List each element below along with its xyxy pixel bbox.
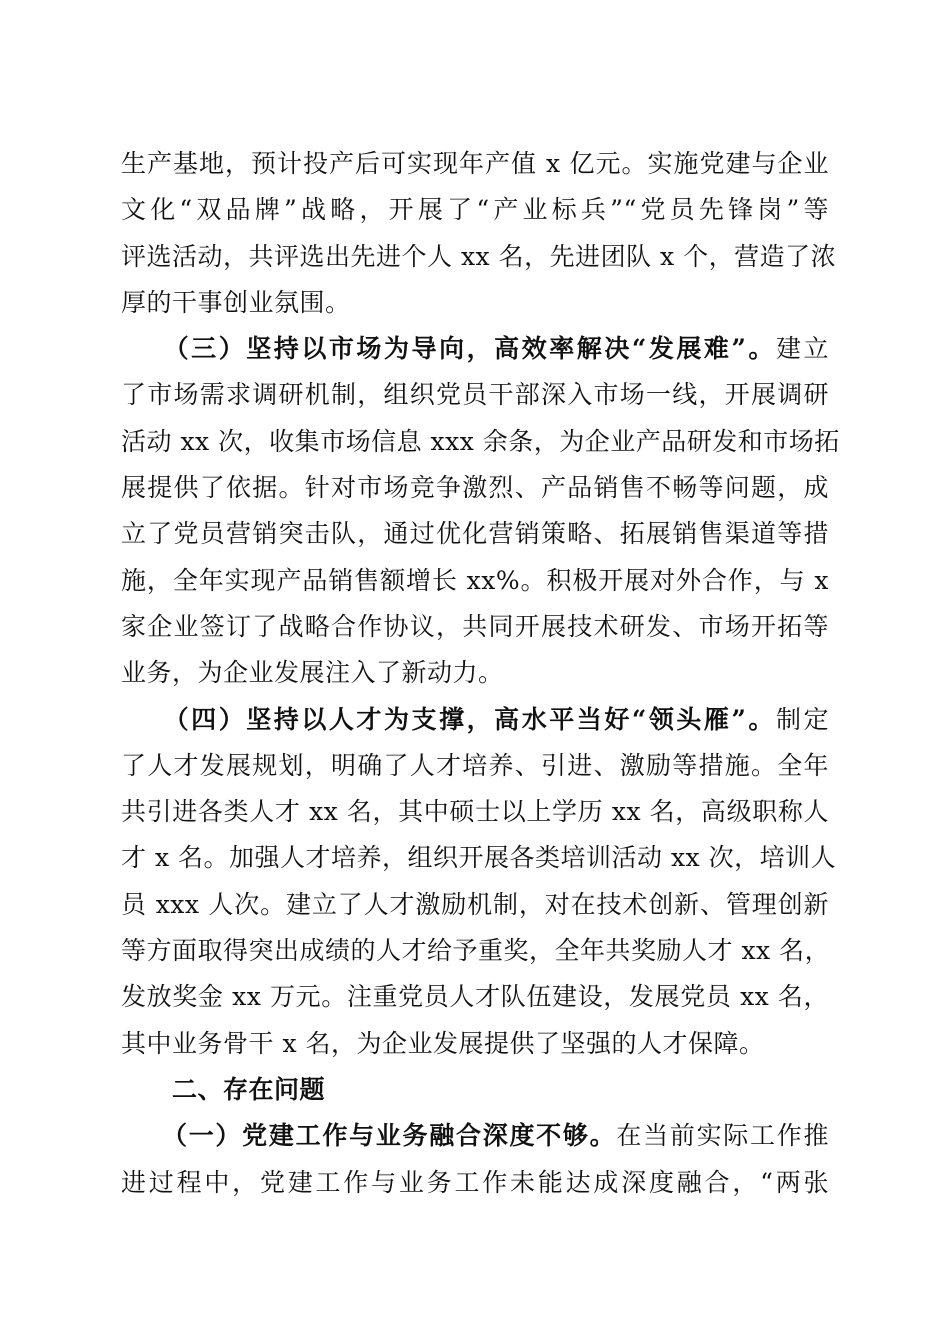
text-run: 才 x 名。加强人才培养，组织开展各类培训活动 xx 次，培训人 — [121, 843, 837, 873]
section-heading-text: 二、存在问题 — [121, 1074, 326, 1104]
text-line — [121, 419, 840, 465]
text-line — [121, 234, 837, 280]
text-line — [121, 835, 837, 881]
text-run: 员 xxx 人次。建立了人才激励机制，对在技术创新、管理创新 — [121, 889, 829, 919]
text-line — [121, 1160, 829, 1206]
text-run: 评选活动，共评选出先进个人 xx 名，先进团队 x 个，营造了浓 — [121, 241, 837, 271]
text-line — [121, 1113, 829, 1159]
text-run: 其中业务骨干 x 名，为企业发展提供了坚强的人才保障。 — [121, 1028, 765, 1058]
text-run: 生产基地，预计投产后可实现年产值 x 亿元。实施党建与企业 — [121, 149, 829, 178]
text-line — [121, 743, 829, 789]
text-run: 制定 — [775, 704, 829, 734]
text-run: 建立 — [775, 334, 829, 364]
text-run: 活动 xx 次，收集市场信息 xxx 余条，为企业产品研发和市场拓 — [121, 426, 840, 456]
text-run: 文化“双品牌”战略，开展了“产业标兵”“党员先锋岗”等 — [121, 195, 829, 225]
text-line — [121, 882, 829, 928]
text-run: 等方面取得突出成绩的人才给予重奖，全年共奖励人才 xx 名， — [121, 936, 831, 966]
text-run: 在当前实际工作推 — [616, 1121, 829, 1151]
text-line — [121, 604, 829, 650]
section-heading-inline: （一）党建工作与业务融合深度不够。 — [121, 1121, 617, 1151]
text-line — [121, 280, 829, 326]
section-heading-inline: （四）坚持以人才为支撑，高水平当好“领头雁”。 — [121, 704, 776, 734]
text-run: 了市场需求调研机制，组织党员干部深入市场一线，开展调研 — [121, 380, 829, 410]
paragraph — [121, 141, 837, 326]
text-line — [121, 511, 829, 557]
text-line — [121, 974, 829, 1020]
section-heading-inline: （三）坚持以市场为导向，高效率解决“发展难”。 — [121, 334, 776, 364]
text-line — [121, 187, 829, 233]
text-run: 进过程中，党建工作与业务工作未能达成深度融合，“两张 — [121, 1167, 829, 1197]
paragraph — [121, 326, 840, 696]
text-run: 展提供了依据。针对市场竞争激烈、产品销售不畅等问题，成 — [121, 473, 829, 503]
text-run: 立了党员营销突击队，通过优化营销策略、拓展销售渠道等措 — [121, 519, 829, 549]
text-line — [121, 558, 829, 604]
text-line — [121, 465, 829, 511]
text-run: 业务，为企业发展注入了新动力。 — [121, 658, 504, 688]
text-line — [121, 326, 829, 372]
text-line — [121, 650, 829, 696]
text-run: 共引进各类人才 xx 名，其中硕士以上学历 xx 名，高级职称人 — [121, 797, 829, 827]
text-line — [121, 697, 829, 743]
text-run: 发放奖金 xx 万元。注重党员人才队伍建设，发展党员 xx 名， — [121, 982, 829, 1012]
paragraph — [121, 1067, 829, 1113]
text-run: 了人才发展规划，明确了人才培养、引进、激励等措施。全年 — [121, 750, 829, 780]
section-heading — [121, 1067, 829, 1113]
text-line — [121, 1021, 829, 1067]
text-line — [121, 928, 829, 974]
text-line — [121, 789, 829, 835]
paragraph — [121, 1113, 829, 1206]
text-run: 家企业签订了战略合作协议，共同开展技术研发、市场开拓等 — [121, 611, 829, 641]
paragraph — [121, 697, 837, 1067]
text-line — [121, 372, 829, 418]
document-body — [121, 141, 840, 1206]
text-line — [121, 141, 829, 187]
text-run: 施，全年实现产品销售额增长 xx%。积极开展对外合作，与 x — [121, 565, 829, 595]
text-run: 厚的干事创业氛围。 — [121, 287, 351, 317]
